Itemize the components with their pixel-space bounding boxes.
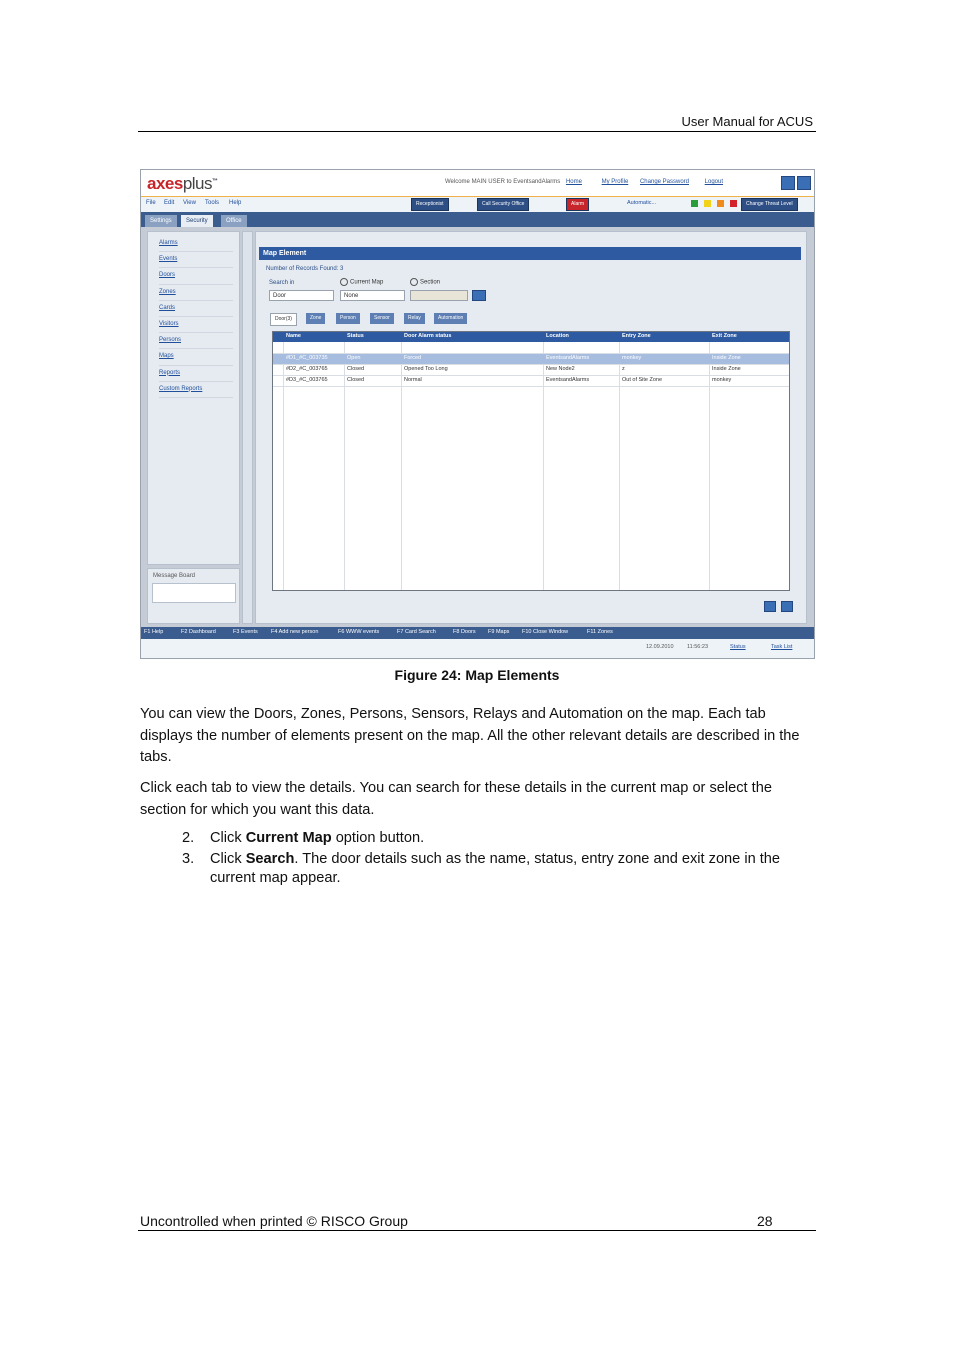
sidebar xyxy=(147,231,240,565)
receptionist-button[interactable]: Receptionist xyxy=(411,198,449,211)
fkey-f2[interactable]: F2 Dashboard xyxy=(181,629,216,635)
fkey-f8[interactable]: F8 Doors xyxy=(453,629,476,635)
fkey-f1[interactable]: F1 Help xyxy=(144,629,164,635)
sidebar-item-reports[interactable]: Reports xyxy=(159,366,233,382)
radio-current-map[interactable]: Current Map xyxy=(340,278,383,286)
search-button[interactable] xyxy=(472,290,486,301)
col-status[interactable]: Status xyxy=(347,333,364,339)
sidebar-item-zones[interactable]: Zones xyxy=(159,285,233,301)
col-name[interactable]: Name xyxy=(286,333,301,339)
change-password-link[interactable]: Change Password xyxy=(639,179,689,185)
function-key-bar xyxy=(141,627,814,639)
col-location[interactable]: Location xyxy=(546,333,569,339)
minimize-icon[interactable] xyxy=(781,176,795,190)
list-number: 3. xyxy=(182,851,195,867)
fkey-f4[interactable]: F4 Add new person xyxy=(271,629,319,635)
section-select[interactable]: None xyxy=(340,290,405,301)
status-yellow-icon xyxy=(704,200,711,207)
search-in-label: Search in xyxy=(269,280,295,286)
sidebar-item-doors[interactable]: Doors xyxy=(159,268,233,284)
sidebar-item-events[interactable]: Events xyxy=(159,252,233,268)
status-green-icon xyxy=(691,200,698,207)
col-door-alarm-status[interactable]: Door Alarm status xyxy=(404,333,452,339)
subtab-door[interactable]: Door(3) xyxy=(270,313,297,326)
fkey-f10[interactable]: F10 Close Window xyxy=(522,629,569,635)
filter-row[interactable] xyxy=(273,343,789,354)
fkey-f7[interactable]: F7 Card Search xyxy=(397,629,436,635)
call-security-button[interactable]: Call Security Office xyxy=(477,198,529,211)
alarm-button[interactable]: Alarm xyxy=(566,198,589,211)
fkey-f11[interactable]: F11 Zones xyxy=(587,629,613,635)
subtab-automation[interactable]: Automation xyxy=(434,313,467,324)
axesplus-logo: axesplus™ xyxy=(147,174,218,193)
subtab-zone[interactable]: Zone xyxy=(306,313,325,324)
paragraph-1: You can view the Doors, Zones, Persons, Sensors, Relays and Automation on the map. Each tab displays the number of elements present on the map. All the other relevant details are described in the tabs. xyxy=(140,706,800,765)
my-profile-link[interactable]: My Profile xyxy=(601,179,629,185)
prev-icon[interactable] xyxy=(764,601,776,612)
table-row[interactable]: #D2_#C_003765 Closed Opened Too Long New Node2 z Inside Zone xyxy=(273,365,789,376)
status-bar xyxy=(141,639,814,658)
tab-security[interactable]: Security xyxy=(181,215,213,227)
tab-office[interactable]: Office xyxy=(221,215,247,227)
search-input[interactable] xyxy=(410,290,468,301)
status-red-icon xyxy=(730,200,737,207)
status-date: 12.09.2010 xyxy=(646,644,674,650)
menu-view[interactable]: View xyxy=(183,200,196,206)
sidebar-item-maps[interactable]: Maps xyxy=(159,349,233,365)
sidebar-item-persons[interactable]: Persons xyxy=(159,333,233,349)
footer-left: Uncontrolled when printed © RISCO Group xyxy=(140,1213,408,1229)
map-element-panel xyxy=(255,231,807,624)
next-icon[interactable] xyxy=(781,601,793,612)
home-link[interactable]: Home xyxy=(565,179,582,185)
message-board-box[interactable] xyxy=(152,583,236,603)
tab-settings[interactable]: Settings xyxy=(145,215,177,227)
screenshot-figure xyxy=(140,169,815,659)
status-time: 11:56:23 xyxy=(687,644,709,650)
automatic-link[interactable]: Automatic... xyxy=(627,200,657,206)
records-found: Number of Records Found: 3 xyxy=(266,266,344,272)
table-row[interactable]: #D1_#C_003735 Open Forced EventsandAlarms monkey Inside Zone xyxy=(273,354,789,365)
panel-title: Map Element xyxy=(259,247,801,260)
element-type-select[interactable]: Door xyxy=(269,290,334,301)
fkey-f6[interactable]: F6 WWW events xyxy=(338,629,380,635)
menu-tools[interactable]: Tools xyxy=(205,200,220,206)
grid-header xyxy=(273,332,789,342)
logout-link[interactable]: Logout xyxy=(704,179,724,185)
col-entry-zone[interactable]: Entry Zone xyxy=(622,333,651,339)
subtab-person[interactable]: Person xyxy=(336,313,360,324)
subtab-sensor[interactable]: Sensor xyxy=(370,313,394,324)
menu-edit[interactable]: Edit xyxy=(164,200,175,206)
menu-help[interactable]: Help xyxy=(229,200,242,206)
col-exit-zone[interactable]: Exit Zone xyxy=(712,333,737,339)
list-number: 2. xyxy=(182,830,195,846)
message-board-label: Message Board xyxy=(153,573,196,579)
door-grid xyxy=(272,331,790,591)
header-rule xyxy=(138,131,816,132)
change-threat-level-button[interactable]: Change Threat Level xyxy=(741,198,798,211)
sidebar-item-alarms[interactable]: Alarms xyxy=(159,236,233,252)
subtab-relay[interactable]: Relay xyxy=(404,313,425,324)
fkey-f9[interactable]: F9 Maps xyxy=(488,629,510,635)
status-orange-icon xyxy=(717,200,724,207)
sidebar-splitter[interactable] xyxy=(242,231,253,624)
fkey-f3[interactable]: F3 Events xyxy=(233,629,258,635)
figure-caption: Figure 24: Map Elements xyxy=(394,667,560,683)
top-links xyxy=(445,179,727,185)
page-number: 28 xyxy=(757,1213,773,1229)
running-header: User Manual for ACUS xyxy=(681,114,813,129)
sidebar-item-cards[interactable]: Cards xyxy=(159,301,233,317)
sidebar-item-visitors[interactable]: Visitors xyxy=(159,317,233,333)
main-tab-bar xyxy=(141,212,814,227)
app-header xyxy=(141,170,814,196)
close-icon[interactable] xyxy=(797,176,811,190)
welcome-text: Welcome MAIN USER to EventsandAlarms xyxy=(445,179,561,185)
status-link[interactable]: Status xyxy=(730,644,746,650)
paragraph-2: Click each tab to view the details. You can search for these details in the current map or select the section for which you want this data. xyxy=(140,780,772,818)
radio-section[interactable]: Section xyxy=(410,278,440,286)
menu-file[interactable]: File xyxy=(146,200,156,206)
table-row[interactable]: #D3_#C_003765 Closed Normal EventsandAlarms Out of Site Zone monkey xyxy=(273,376,789,387)
footer-rule xyxy=(138,1230,816,1231)
task-list-link[interactable]: Task List xyxy=(771,644,793,650)
sidebar-item-custom-reports[interactable]: Custom Reports xyxy=(159,382,233,398)
message-board xyxy=(147,568,240,624)
